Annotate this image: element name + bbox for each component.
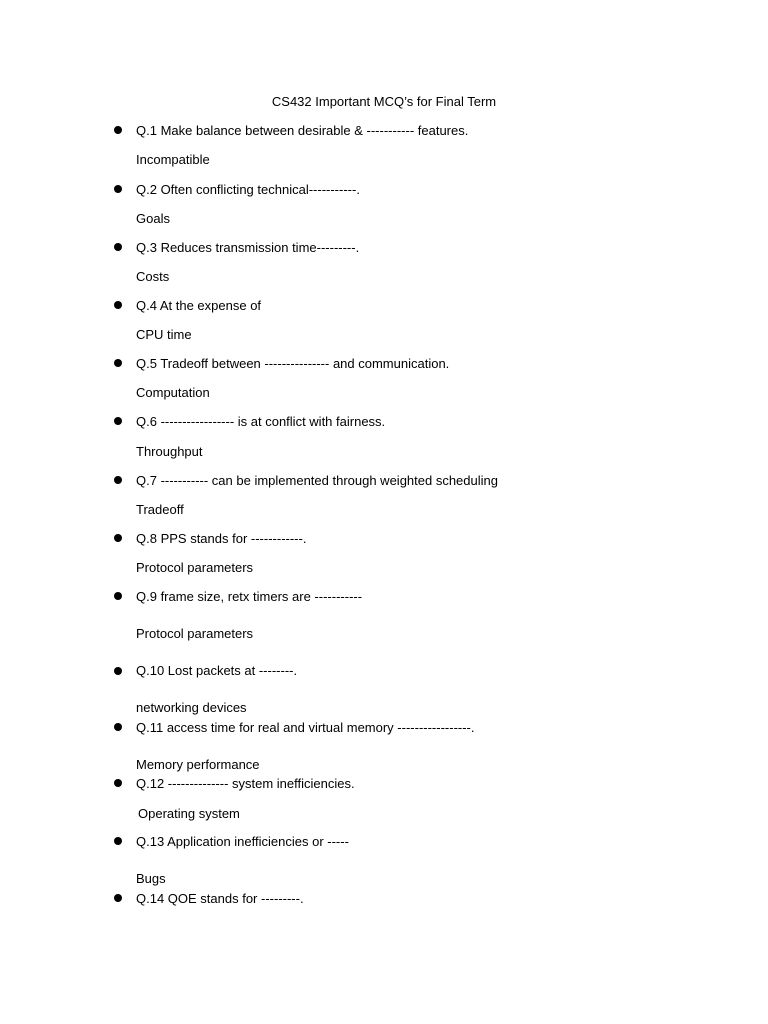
document-title [0, 93, 768, 111]
question-text: Q.7 ----------- can be implemented through weighted scheduling [136, 473, 498, 488]
question-text: Q.6 ----------------- is at conflict with fairness. [136, 414, 386, 429]
bullet-icon [114, 185, 122, 193]
answer-text: Goals [136, 211, 170, 226]
bullet-icon [114, 301, 122, 309]
answer-text: Bugs [136, 871, 166, 886]
question-text: Q.9 frame size, retx timers are ----------- [136, 589, 363, 604]
bullet-icon [114, 417, 122, 425]
answer-text: Protocol parameters [136, 560, 254, 575]
bullet-icon [114, 592, 122, 600]
bullet-icon [114, 476, 122, 484]
question-text: Q.10 Lost packets at --------. [136, 663, 298, 678]
question-text: Q.4 At the expense of [136, 298, 262, 313]
answer-text: networking devices [136, 700, 247, 715]
answer-text: Tradeoff [136, 502, 184, 517]
bullet-icon [114, 667, 122, 675]
answer-text: Memory performance [136, 757, 260, 772]
bullet-icon [114, 359, 122, 367]
question-text: Q.14 QOE stands for ---------. [136, 891, 304, 906]
answer-text: Computation [136, 385, 210, 400]
question-text: Q.5 Tradeoff between --------------- and communication. [136, 356, 450, 371]
question-text: Q.13 Application inefficiencies or ----- [136, 834, 349, 849]
answer-text: CPU time [136, 327, 192, 342]
bullet-icon [114, 894, 122, 902]
answer-text: Throughput [136, 444, 203, 459]
question-text: Q.1 Make balance between desirable & ----------- features. [136, 123, 469, 138]
bullet-icon [114, 837, 122, 845]
question-text: Q.2 Often conflicting technical-----------. [136, 182, 360, 197]
bullet-icon [114, 126, 122, 134]
bullet-icon [114, 723, 122, 731]
answer-text: Operating system [138, 806, 240, 821]
bullet-icon [114, 243, 122, 251]
question-text: Q.8 PPS stands for ------------. [136, 531, 307, 546]
answer-text: Protocol parameters [136, 626, 254, 641]
answer-text: Incompatible [136, 152, 210, 167]
question-text: Q.3 Reduces transmission time---------. [136, 240, 360, 255]
bullet-icon [114, 534, 122, 542]
question-text: Q.11 access time for real and virtual memory -----------------. [136, 720, 475, 735]
bullet-icon [114, 779, 122, 787]
document-title-text: CS432 Important MCQ’s for Final Term [271, 94, 497, 109]
answer-text: Costs [136, 269, 170, 284]
question-text: Q.12 -------------- system inefficiencies. [136, 776, 355, 791]
